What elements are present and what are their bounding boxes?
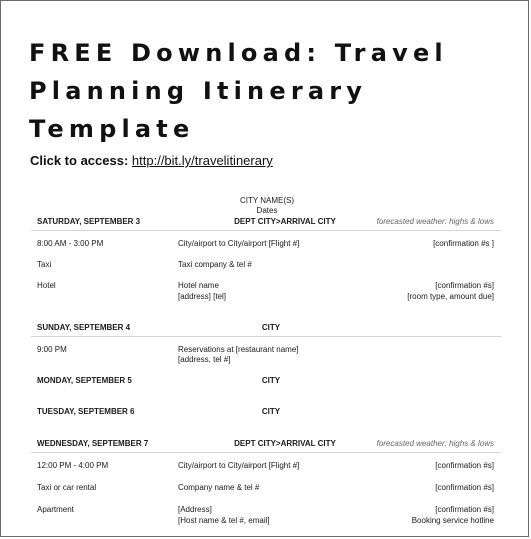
day-divider — [31, 230, 501, 231]
day-date: SUNDAY, SEPTEMBER 4 — [37, 323, 131, 332]
row-time: Taxi — [37, 260, 52, 269]
weather-note: forecasted weather: highs & lows — [376, 439, 494, 448]
row-time: Hotel — [37, 281, 56, 290]
day-route: DEPT CITY>ARRIVAL CITY — [234, 439, 336, 448]
row-detail: City/airport to City/airport [Flight #] — [178, 239, 300, 248]
row-time: 8:00 AM - 3:00 PM — [37, 239, 104, 248]
row-time: 9:00 PM — [37, 345, 67, 354]
day-route: DEPT CITY>ARRIVAL CITY — [234, 217, 336, 226]
day-divider — [31, 336, 501, 337]
access-line — [30, 153, 273, 168]
document-title: FREE Download: Travel Planning Itinerary Template — [29, 39, 448, 143]
row-detail: Reservations at [restaurant name] — [178, 345, 299, 354]
row-confirmation: [confirmation #s] — [435, 461, 494, 470]
row-time: 12:00 PM - 4:00 PM — [37, 461, 109, 470]
row-confirmation: [confirmation #s] — [435, 281, 494, 290]
row-detail: Hotel name — [178, 281, 219, 290]
weather-note: forecasted weather: highs & lows — [376, 217, 494, 226]
row-time: Apartment — [37, 505, 74, 514]
row-detail: [Address] — [178, 505, 212, 514]
row-time: Taxi or car rental — [37, 483, 97, 492]
row-confirmation-2: Booking service hotline — [411, 516, 494, 525]
row-detail: Company name & tel # — [178, 483, 260, 492]
row-detail: Taxi company & tel # — [178, 260, 252, 269]
day-route: CITY — [261, 323, 281, 332]
city-names-header: CITY NAME(S) — [239, 196, 295, 205]
row-confirmation: [confirmation #s] — [435, 505, 494, 514]
day-date: TUESDAY, SEPTEMBER 6 — [37, 407, 135, 416]
day-route: CITY — [261, 376, 281, 385]
row-confirmation: [confirmation #s ] — [433, 239, 494, 248]
row-detail-2: [Host name & tel #, email] — [178, 516, 270, 525]
access-label: Click to access: — [30, 153, 129, 168]
row-detail-2: [address] [tel] — [178, 292, 227, 301]
day-route: CITY — [261, 407, 281, 416]
day-date: SATURDAY, SEPTEMBER 3 — [37, 217, 141, 226]
row-confirmation-2: [room type, amount due] — [407, 292, 494, 301]
row-detail: City/airport to City/airport [Flight #] — [178, 461, 300, 470]
day-divider — [31, 452, 501, 453]
row-detail-2: [address, tel #] — [178, 355, 231, 364]
row-confirmation: [confirmation #s] — [435, 483, 494, 492]
itinerary-link[interactable]: http://bit.ly/travelitinerary — [131, 153, 273, 168]
day-date: MONDAY, SEPTEMBER 5 — [37, 376, 132, 385]
dates-header: Dates — [256, 206, 278, 215]
day-date: WEDNESDAY, SEPTEMBER 7 — [37, 439, 149, 448]
